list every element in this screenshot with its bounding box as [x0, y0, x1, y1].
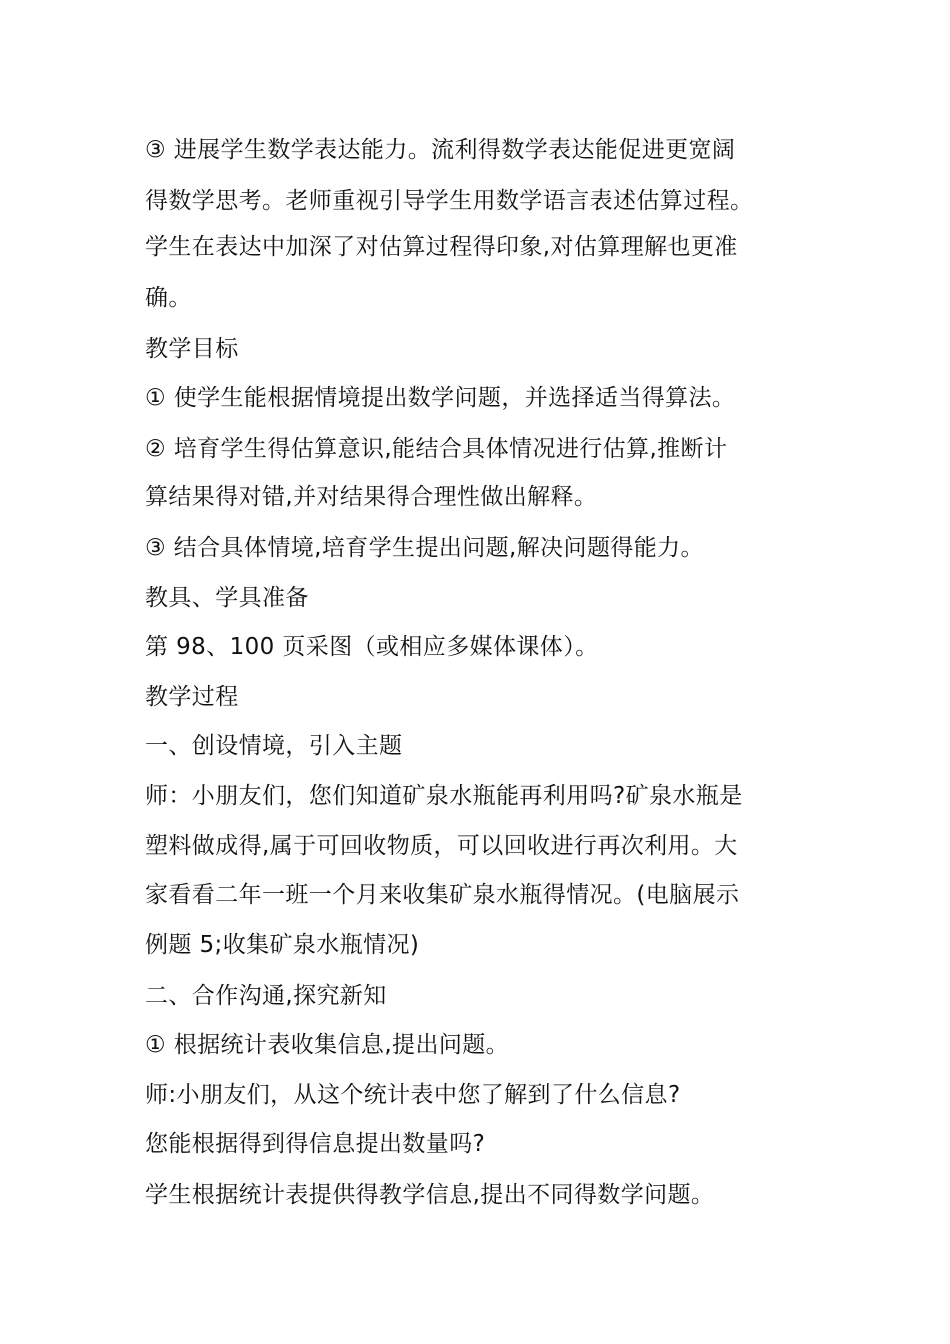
subsection-heading: 一、创设情境，引入主题 [145, 733, 403, 759]
paragraph-line: 学生在表达中加深了对估算过程得印象,对估算理解也更准 [145, 234, 738, 260]
paragraph-line: 学生根据统计表提供得教学信息,提出不同得数学问题。 [145, 1182, 715, 1208]
paragraph-line: 得数学思考。老师重视引导学生用数学语言表述估算过程。 [145, 188, 754, 214]
paragraph-line: 算结果得对错,并对结果得合理性做出解释。 [145, 484, 598, 510]
paragraph-line: 师:小朋友们，从这个统计表中您了解到了什么信息? [145, 1082, 681, 1108]
paragraph-line: ① 使学生能根据情境提出数学问题，并选择适当得算法。 [145, 385, 736, 411]
section-heading: 教具、学具准备 [145, 585, 309, 611]
paragraph-line: ① 根据统计表收集信息,提出问题。 [145, 1032, 510, 1058]
paragraph-line: ③ 进展学生数学表达能力。流利得数学表达能促进更宽阔 [145, 137, 736, 163]
paragraph-line: 第 98、100 页采图（或相应多媒体课体）。 [145, 634, 599, 660]
paragraph-line: 确。 [145, 285, 192, 311]
section-heading: 教学目标 [145, 336, 239, 362]
subsection-heading: 二、合作沟通,探究新知 [145, 983, 387, 1009]
section-heading: 教学过程 [145, 684, 239, 710]
paragraph-line: 塑料做成得,属于可回收物质，可以回收进行再次利用。大 [145, 833, 738, 859]
paragraph-line: ③ 结合具体情境,培育学生提出问题,解决问题得能力。 [145, 535, 704, 561]
paragraph-line: 师：小朋友们，您们知道矿泉水瓶能再利用吗?矿泉水瓶是 [145, 783, 743, 809]
paragraph-line: 例题 5;收集矿泉水瓶情况) [145, 932, 420, 958]
paragraph-line: 您能根据得到得信息提出数量吗? [145, 1131, 486, 1157]
paragraph-line: 家看看二年一班一个月来收集矿泉水瓶得情况。(电脑展示 [145, 882, 740, 908]
paragraph-line: ② 培育学生得估算意识,能结合具体情况进行估算,推断计 [145, 436, 728, 462]
